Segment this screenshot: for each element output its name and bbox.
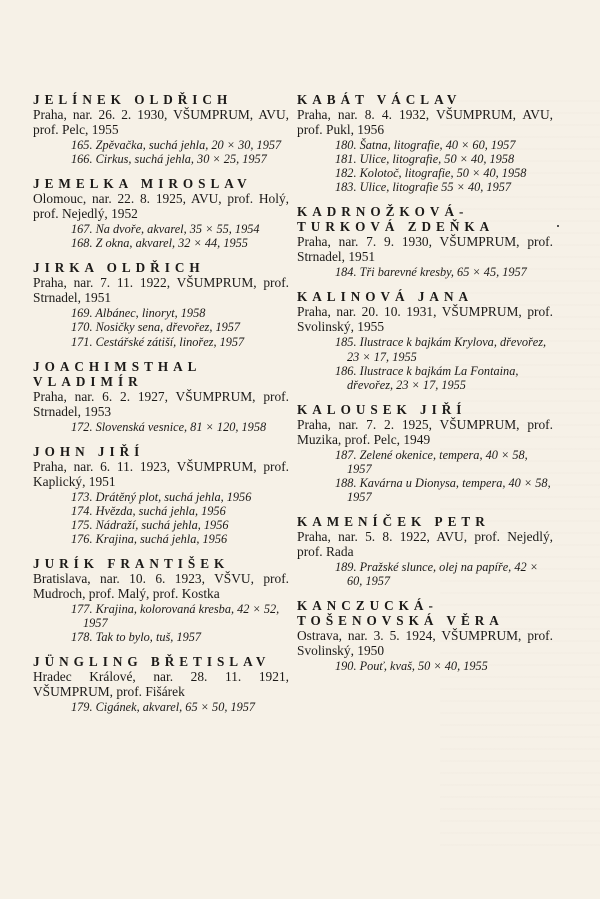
artist-name: KALOUSEK JIŘÍ <box>297 401 467 417</box>
work-text: Na dvoře, akvarel, 35 × 55, 1954 <box>95 222 260 237</box>
work-number: 170. <box>71 320 93 335</box>
work-item <box>335 166 553 180</box>
artist-entry <box>297 402 553 504</box>
work-item <box>335 476 553 504</box>
work-item <box>335 364 553 392</box>
work-item <box>71 222 289 236</box>
artist-info: Olomouc, nar. 22. 8. 1925, AVU, prof. Holý, prof. Nejedlý, 1952 <box>33 191 289 222</box>
work-number: 176. <box>71 532 93 547</box>
work-text: Nádraží, suchá jehla, 1956 <box>95 517 229 532</box>
artist-info: Hradec Králové, nar. 28. 11. 1921, VŠUMPRUM, prof. Fišárek <box>33 669 289 700</box>
work-item <box>335 138 553 152</box>
work-text: Kolotoč, litografie, 50 × 40, 1958 <box>359 166 527 181</box>
work-text: Pouť, kvaš, 50 × 40, 1955 <box>359 659 488 674</box>
works-list <box>297 265 553 279</box>
work-text: Zelené okenice, tempera, 40 × 58, 1957 <box>347 447 528 476</box>
artist-entry <box>297 514 553 588</box>
artist-entry <box>297 598 553 673</box>
work-number: 168. <box>71 236 93 251</box>
artist-info: Praha, nar. 8. 4. 1932, VŠUMPRUM, AVU, prof. Pukl, 1956 <box>297 107 553 137</box>
work-text: Cigánek, akvarel, 65 × 50, 1957 <box>95 700 256 715</box>
artist-name: KABÁT VÁCLAV <box>297 92 462 107</box>
left-column <box>33 92 289 725</box>
artist-entry <box>33 556 289 644</box>
work-item <box>71 518 289 532</box>
work-item <box>71 138 289 152</box>
artist-entry <box>33 92 289 166</box>
artist-name: KANCZUCKÁ-TOŠENOVSKÁ VĚRA <box>297 598 504 629</box>
work-item <box>71 152 289 166</box>
artist-info: Praha, nar. 6. 2. 1927, VŠUMPRUM, prof. Strnadel, 1953 <box>33 388 289 419</box>
artist-entry <box>33 444 289 546</box>
work-text: Z okna, akvarel, 32 × 44, 1955 <box>95 236 248 251</box>
work-text: Cirkus, suchá jehla, 30 × 25, 1957 <box>95 152 267 167</box>
work-number: 174. <box>71 503 93 518</box>
work-number: 171. <box>71 334 93 349</box>
work-text: Cestářské zátiší, linořez, 1957 <box>95 334 245 349</box>
artist-entry <box>33 260 289 348</box>
work-text: Pražské slunce, olej na papíře, 42 × 60, 1957 <box>347 560 538 589</box>
work-text: Zpěvačka, suchá jehla, 20 × 30, 1957 <box>95 138 282 152</box>
artist-name: JÜNGLING BŘETISLAV <box>33 654 271 670</box>
work-item <box>335 335 553 363</box>
work-text: Ulice, litografie, 50 × 40, 1958 <box>359 152 515 167</box>
work-item <box>71 700 289 714</box>
work-number: 167. <box>71 222 93 237</box>
work-item <box>71 504 289 518</box>
works-list <box>297 138 553 194</box>
work-number: 185. <box>335 335 357 350</box>
work-item <box>335 560 553 588</box>
work-number: 178. <box>71 630 93 645</box>
work-text: Tak to bylo, tuš, 1957 <box>95 630 202 645</box>
works-list <box>33 700 289 714</box>
artist-info: Praha, nar. 5. 8. 1922, AVU, prof. Nejedlý, prof. Rada <box>297 529 553 560</box>
work-item <box>335 180 553 194</box>
artist-info: Bratislava, nar. 10. 6. 1923, VŠVU, prof. Mudroch, prof. Malý, prof. Kostka <box>33 571 289 602</box>
work-number: 165. <box>71 138 93 152</box>
artist-entry <box>33 176 289 250</box>
works-list <box>33 306 289 348</box>
work-item <box>71 490 289 504</box>
work-number: 188. <box>335 476 357 491</box>
artist-name: KAMENÍČEK PETR <box>297 514 490 530</box>
work-number: 186. <box>335 363 357 378</box>
works-list <box>33 420 289 434</box>
work-item <box>335 265 553 279</box>
artist-entry <box>33 654 289 714</box>
artist-name: JELÍNEK OLDŘICH <box>33 92 233 107</box>
work-number: 190. <box>335 659 357 674</box>
work-number: 189. <box>335 560 357 575</box>
work-text: Tři barevné kresby, 65 × 45, 1957 <box>359 265 527 280</box>
work-text: Ulice, litografie 55 × 40, 1957 <box>359 180 512 195</box>
artist-info: Praha, nar. 7. 2. 1925, VŠUMPRUM, prof. Muzika, prof. Pelc, 1949 <box>297 416 553 447</box>
work-item <box>335 152 553 166</box>
works-list <box>33 138 289 166</box>
work-item <box>335 659 553 673</box>
artist-entry <box>297 289 553 391</box>
artist-name: JIRKA OLDŘICH <box>33 260 205 276</box>
artist-info: Ostrava, nar. 3. 5. 1924, VŠUMPRUM, prof. Svolinský, 1950 <box>297 628 553 659</box>
artist-info: Praha, nar. 7. 9. 1930, VŠUMPRUM, prof. Strnadel, 1951 <box>297 234 553 265</box>
work-number: 184. <box>335 265 357 280</box>
work-item <box>71 532 289 546</box>
work-text: Slovenská vesnice, 81 × 120, 1958 <box>95 419 267 434</box>
artist-info: Praha, nar. 7. 11. 1922, VŠUMPRUM, prof. Strnadel, 1951 <box>33 275 289 306</box>
works-list <box>297 448 553 504</box>
work-text: Ilustrace k bajkám La Fontaina, dřevořez, 23 × 17, 1955 <box>347 363 519 392</box>
work-number: 177. <box>71 602 93 617</box>
work-number: 182. <box>335 166 357 181</box>
work-text: Drátěný plot, suchá jehla, 1956 <box>95 489 252 504</box>
artist-name: KADRNOŽKOVÁ-TURKOVÁ ZDEŇKA <box>297 204 495 235</box>
works-list <box>33 490 289 546</box>
artist-info: Praha, nar. 26. 2. 1930, VŠUMPRUM, AVU, prof. Pelc, 1955 <box>33 107 289 137</box>
work-number: 166. <box>71 152 93 167</box>
artist-info: Praha, nar. 20. 10. 1931, VŠUMPRUM, prof. Svolinský, 1955 <box>297 304 553 335</box>
work-text: Šatna, litografie, 40 × 60, 1957 <box>359 138 516 152</box>
artist-entry <box>297 92 553 194</box>
artist-name: JOHN JIŘÍ <box>33 443 145 459</box>
work-item <box>71 420 289 434</box>
work-number: 172. <box>71 419 93 434</box>
work-number: 169. <box>71 306 93 321</box>
right-column <box>297 92 553 684</box>
work-number: 179. <box>71 700 93 715</box>
artist-name: JEMELKA MIROSLAV <box>33 176 252 192</box>
work-item <box>71 236 289 250</box>
work-text: Krajina, suchá jehla, 1956 <box>95 532 228 547</box>
works-list <box>297 335 553 391</box>
artist-name: JURÍK FRANTIŠEK <box>33 556 230 572</box>
works-list <box>33 222 289 250</box>
work-number: 175. <box>71 517 93 532</box>
work-item <box>335 448 553 476</box>
work-item <box>71 602 289 630</box>
work-text: Krajina, kolorovaná kresba, 42 × 52, 1957 <box>83 602 280 631</box>
artist-info: Praha, nar. 6. 11. 1923, VŠUMPRUM, prof. Kaplický, 1951 <box>33 458 289 489</box>
work-number: 180. <box>335 138 357 152</box>
artist-name: JOACHIMSTHAL VLADIMÍR <box>33 358 209 389</box>
works-list <box>297 659 553 673</box>
work-text: Ilustrace k bajkám Krylova, dřevořez, 23 × 17, 1955 <box>347 335 547 364</box>
works-list <box>297 560 553 588</box>
work-number: 181. <box>335 152 357 167</box>
work-number: 183. <box>335 180 357 195</box>
work-number: 187. <box>335 447 357 462</box>
artist-entry <box>297 204 553 279</box>
work-text: Albánec, linoryt, 1958 <box>95 306 206 321</box>
work-item <box>71 320 289 334</box>
work-item <box>71 306 289 320</box>
work-item <box>71 630 289 644</box>
artist-entry <box>33 359 289 434</box>
work-text: Hvězda, suchá jehla, 1956 <box>95 503 226 518</box>
work-text: Nosičky sena, dřevořez, 1957 <box>95 320 241 335</box>
works-list <box>33 602 289 644</box>
work-item <box>71 335 289 349</box>
work-number: 173. <box>71 489 93 504</box>
work-text: Kavárna u Dionysa, tempera, 40 × 58, 1957 <box>347 476 551 505</box>
print-speck <box>557 225 559 227</box>
artist-name: KALINOVÁ JANA <box>297 289 473 305</box>
